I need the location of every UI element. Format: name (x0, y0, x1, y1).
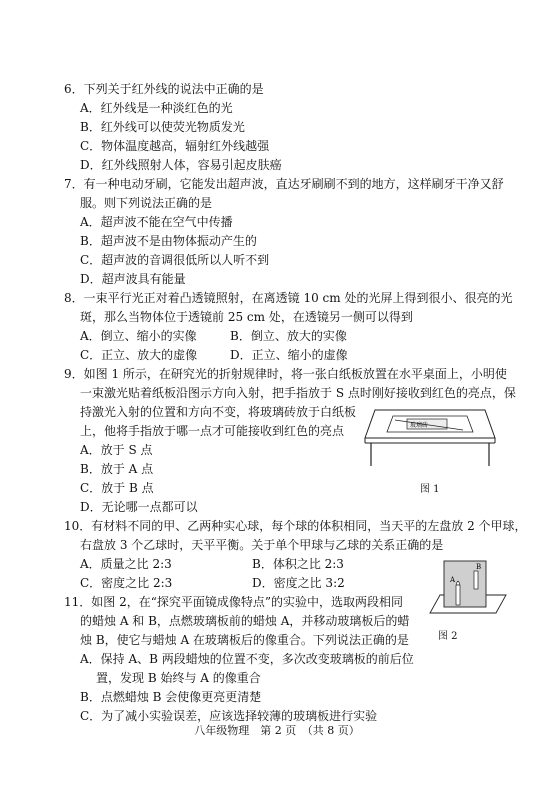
figure2-diagram (426, 555, 508, 625)
q9-option-b: B．放于 A 点 (80, 462, 154, 476)
q6-option-b: B．红外线可以使荧光物质发光 (80, 120, 245, 134)
q9-stem-line1: 9．如图 1 所示，在研究光的折射规律时，将一张白纸板放置在水平桌面上，小明使 (64, 367, 507, 381)
q7-option-d: D．超声波具有能量 (80, 272, 186, 286)
glass-brick-label: 玻璃砖 (410, 422, 429, 429)
q6-option-c: C．物体温度越高，辐射红外线越强 (80, 139, 270, 153)
candle-b-label: B (476, 563, 482, 571)
q6-option-a: A．红外线是一种淡红色的光 (80, 101, 233, 115)
q9-option-d: D．无论哪一点都可以 (80, 500, 198, 514)
figure1-diagram (355, 398, 505, 468)
q6-stem: 6．下列关于红外线的说法中正确的是 (64, 82, 264, 96)
q6-option-d: D．红外线照射人体，容易引起皮肤癌 (80, 158, 282, 172)
q8-stem-line2: 斑，那么当物体位于透镜前 25 cm 处，在透镜另一侧可以得到 (80, 310, 413, 324)
q9-stem-line3: 持激光入射的位置和方向不变，将玻璃砖放于白纸板 (80, 405, 357, 419)
q8-option-c: C．正立、放大的虚像 (80, 348, 198, 362)
candle-a (456, 585, 460, 605)
q11-stem-line2: 的蜡烛 A 和 B，点燃玻璃板前的蜡烛 A，并移动玻璃板后的蜡 (80, 614, 410, 628)
figure1-caption: 图 1 (420, 484, 440, 495)
q11-option-b: B．点燃蜡烛 B 会使像更亮更清楚 (80, 690, 262, 704)
q8-option-b: B．倒立、放大的实像 (230, 329, 347, 343)
q7-option-c: C．超声波的音调很低所以人听不到 (80, 253, 270, 267)
q8-stem-line1: 8．一束平行光正对着凸透镜照射，在离透镜 10 cm 处的光屏上得到很小、很亮的光 (64, 291, 513, 305)
figure2-caption: 图 2 (438, 631, 458, 642)
q10-stem-line1: 10．有材料不同的甲、乙两种实心球，每个球的体积相同，当天平的左盘放 2 个甲球， (64, 519, 527, 533)
q11-option-a-line1: A．保持 A、B 两段蜡烛的位置不变，多次改变玻璃板的前后位 (80, 652, 414, 666)
q7-option-a: A．超声波不能在空气中传播 (80, 215, 233, 229)
page-footer: 八年级物理 第 2 页 （共 8 页） (194, 724, 360, 737)
q11-stem-line1: 11．如图 2，在“探究平面镜成像特点”的实验中，选取两段相同 (64, 595, 403, 609)
q9-option-a: A．放于 S 点 (80, 443, 153, 457)
q10-stem-line2: 右盘放 3 个乙球时，天平平衡。关于单个甲球与乙球的关系正确的是 (80, 538, 444, 552)
q10-option-d: D．密度之比 3:2 (252, 576, 345, 590)
q11-stem-line3: 烛 B，使它与蜡烛 A 在玻璃板后的像重合。下列说法正确的是 (80, 633, 409, 647)
q7-option-b: B．超声波不是由物体振动产生的 (80, 234, 257, 248)
candle-a-label: A (450, 576, 456, 584)
candle-b (474, 571, 478, 589)
q8-option-a: A．倒立、缩小的实像 (80, 329, 197, 343)
q9-stem-line2: 一束激光贴着纸板沿图示方向入射，把手指放于 S 点时刚好接收到红色的亮点，保 (80, 386, 516, 400)
q7-stem-line1: 7．有一种电动牙刷，它能发出超声波，直达牙刷刷不到的地方，这样刷牙干净又舒 (64, 177, 504, 191)
q10-option-a: A．质量之比 2:3 (80, 557, 172, 571)
q9-stem-line4: 上，他将手指放于哪一点才可能接收到红色的亮点 (80, 424, 345, 438)
q10-option-b: B．体积之比 2:3 (252, 557, 344, 571)
q9-option-c: C．放于 B 点 (80, 481, 154, 495)
q10-option-c: C．密度之比 2:3 (80, 576, 173, 590)
q7-stem-line2: 服。则下列说法正确的是 (80, 196, 213, 210)
q8-option-d: D．正立、缩小的虚像 (230, 348, 348, 362)
q11-option-a-line2: 置，发现 B 始终与 A 的像重合 (96, 671, 261, 685)
q11-option-c: C．为了减小实验误差，应该选择较薄的玻璃板进行实验 (80, 709, 378, 723)
